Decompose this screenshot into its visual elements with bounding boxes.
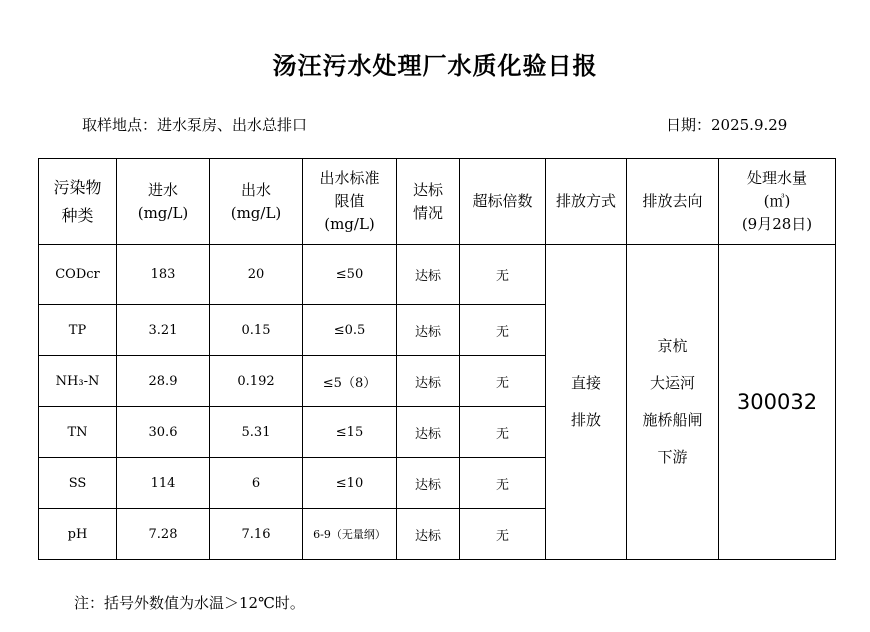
cell-status: 达标 bbox=[397, 356, 460, 407]
cell-pollutant: TN bbox=[39, 407, 117, 458]
header-discharge-method: 排放方式 bbox=[546, 159, 627, 245]
cell-discharge-dest: 京杭 大运河 施桥船闸 下游 bbox=[627, 245, 719, 560]
cell-limit: ≤0.5 bbox=[303, 305, 397, 356]
cell-exceed: 无 bbox=[460, 458, 546, 509]
cell-effluent: 6 bbox=[210, 458, 303, 509]
cell-influent: 183 bbox=[117, 245, 210, 305]
header-discharge-dest: 排放去向 bbox=[627, 159, 719, 245]
sampling-location: 取样地点：进水泵房、出水总排口 bbox=[82, 116, 308, 134]
cell-limit: 6-9（无量纲） bbox=[303, 509, 397, 560]
header-compliance: 达标 情况 bbox=[397, 159, 460, 245]
cell-exceed: 无 bbox=[460, 509, 546, 560]
table-row bbox=[39, 245, 836, 305]
header-pollutant: 污染物 种类 bbox=[39, 159, 117, 245]
cell-influent: 28.9 bbox=[117, 356, 210, 407]
cell-exceed: 无 bbox=[460, 407, 546, 458]
cell-exceed: 无 bbox=[460, 305, 546, 356]
cell-limit: ≤10 bbox=[303, 458, 397, 509]
cell-pollutant: TP bbox=[39, 305, 117, 356]
cell-pollutant: NH₃-N bbox=[39, 356, 117, 407]
cell-effluent: 0.192 bbox=[210, 356, 303, 407]
report-title: 汤汪污水处理厂水质化验日报 bbox=[272, 52, 598, 80]
cell-effluent: 7.16 bbox=[210, 509, 303, 560]
report-date: 日期：2025.9.29 bbox=[666, 116, 788, 134]
water-quality-table bbox=[38, 158, 836, 560]
cell-exceed: 无 bbox=[460, 245, 546, 305]
cell-effluent: 5.31 bbox=[210, 407, 303, 458]
cell-status: 达标 bbox=[397, 407, 460, 458]
cell-influent: 30.6 bbox=[117, 407, 210, 458]
cell-discharge-method: 直接 排放 bbox=[546, 245, 627, 560]
footnote: 注：括号外数值为水温＞12℃时。 bbox=[74, 594, 305, 612]
cell-pollutant: pH bbox=[39, 509, 117, 560]
cell-status: 达标 bbox=[397, 245, 460, 305]
cell-status: 达标 bbox=[397, 509, 460, 560]
header-volume: 处理水量 (㎥) (9月28日) bbox=[719, 159, 836, 245]
cell-influent: 114 bbox=[117, 458, 210, 509]
cell-status: 达标 bbox=[397, 458, 460, 509]
cell-limit: ≤15 bbox=[303, 407, 397, 458]
header-limit: 出水标准 限值 (mg/L) bbox=[303, 159, 397, 245]
header-row bbox=[39, 159, 836, 245]
cell-limit: ≤50 bbox=[303, 245, 397, 305]
cell-influent: 3.21 bbox=[117, 305, 210, 356]
cell-influent: 7.28 bbox=[117, 509, 210, 560]
cell-volume: 300032 bbox=[719, 245, 836, 560]
cell-status: 达标 bbox=[397, 305, 460, 356]
cell-effluent: 20 bbox=[210, 245, 303, 305]
cell-pollutant: SS bbox=[39, 458, 117, 509]
cell-pollutant: CODcr bbox=[39, 245, 117, 305]
header-influent: 进水 (mg/L) bbox=[117, 159, 210, 245]
cell-effluent: 0.15 bbox=[210, 305, 303, 356]
cell-limit: ≤5（8） bbox=[303, 356, 397, 407]
header-exceed: 超标倍数 bbox=[460, 159, 546, 245]
header-effluent: 出水 (mg/L) bbox=[210, 159, 303, 245]
cell-exceed: 无 bbox=[460, 356, 546, 407]
